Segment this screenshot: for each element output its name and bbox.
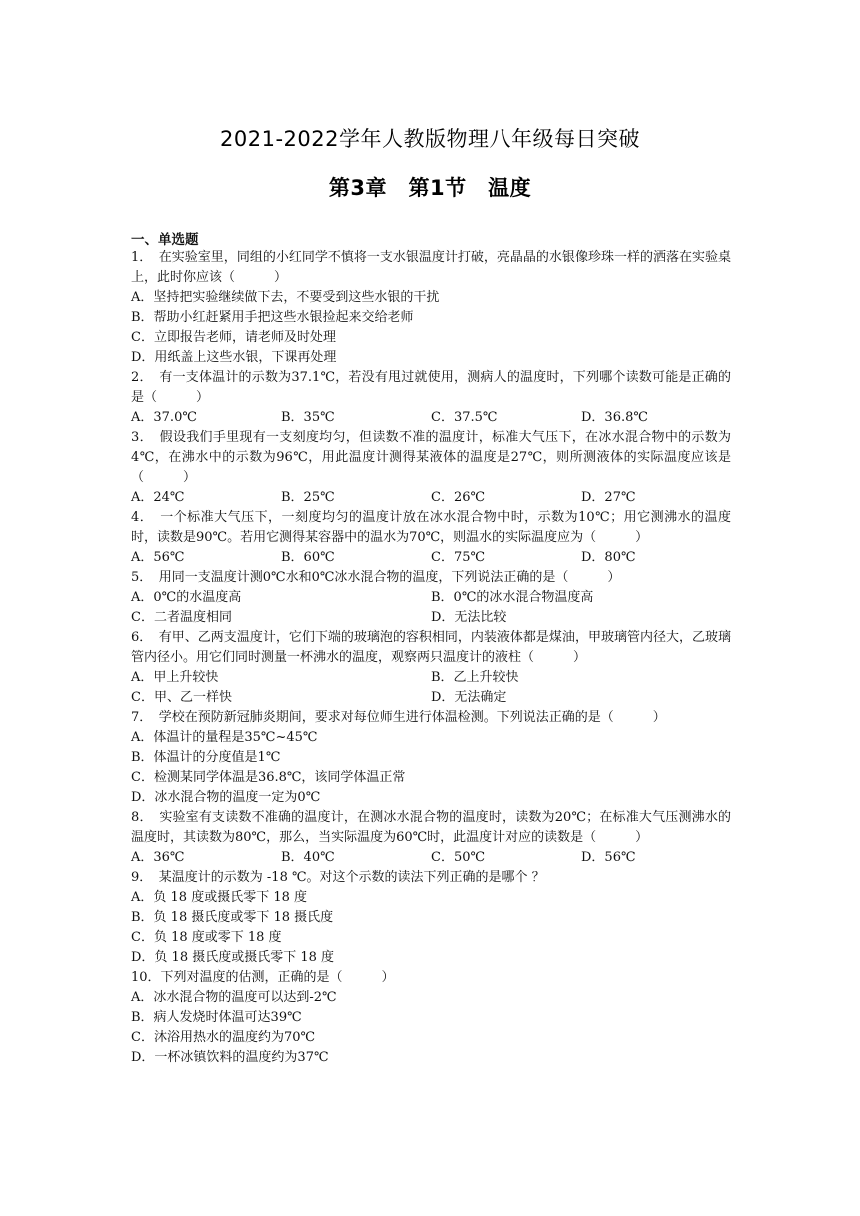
option-5d: D．无法比较 [431,610,507,625]
question-stem-3: 3． 假设我们手里现有一支刻度均匀，但读数不准的温度计，标准大气压下，在冰水混合物中的示数为4℃，在沸水中的示数为96℃，用此温度计测得某液体的温度是27℃，则所测液体的实际温度应该是（ ） [131,430,731,485]
option-3b: B．25℃ [281,490,335,505]
option-5b: B．0℃的冰水混合物温度高 [431,590,594,605]
option-3d: D．27℃ [581,490,636,505]
options-row-6b [131,688,731,708]
option-8d: D．56℃ [581,850,636,865]
option-10d: D．一杯冰镇饮料的温度约为37℃ [131,1050,329,1065]
option-4c: C．75℃ [431,550,486,565]
option-9b: B．负 18 摄氏度或零下 18 摄氏度 [131,910,334,925]
options-row-5b [131,608,731,628]
question-stem-1: 1． 在实验室里，同组的小红同学不慎将一支水银温度计打破，亮晶晶的水银像珍珠一样的洒落在实验桌上，此时你应该（ ） [131,250,731,285]
option-4d: D．80℃ [581,550,636,565]
option-5a: A．0℃的水温度高 [131,590,242,605]
option-2d: D．36.8℃ [581,410,648,425]
chapter-subtitle: 第3章 第1节 温度 [328,176,532,200]
option-4b: B．60℃ [281,550,335,565]
option-2b: B．35℃ [281,410,335,425]
question-stem-2: 2． 有一支体温计的示数为37.1℃，若没有甩过就使用，测病人的温度时，下列哪个读数可能是正确的是（ ） [131,370,731,405]
option-1c: C．立即报告老师，请老师及时处理 [131,330,336,345]
option-6a: A．甲上升较快 [131,670,219,685]
option-7b: B．体温计的分度值是1℃ [131,750,281,765]
option-5c: C．二者温度相同 [131,610,232,625]
option-1b: B．帮助小红赶紧用手把这些水银捡起来交给老师 [131,310,414,325]
options-row-3 [131,488,731,508]
option-3a: A．24℃ [131,490,185,505]
option-6c: C．甲、乙一样快 [131,690,232,705]
option-6b: B．乙上升较快 [431,670,519,685]
section-heading: 一、单选题 [131,232,199,248]
option-10b: B．病人发烧时体温可达39℃ [131,1010,302,1025]
option-8a: A．36℃ [131,850,185,865]
options-row-5a [131,588,731,608]
question-stem-8: 8． 实验室有支读数不准确的温度计，在测冰水混合物的温度时，读数为20℃；在标准大气压测沸水的温度时，其读数为80℃，那么，当实际温度为60℃时，此温度计对应的读数是（ ） [131,810,731,845]
option-7d: D．冰水混合物的温度一定为0℃ [131,790,321,805]
options-row-8 [131,848,731,868]
option-10c: C．沐浴用热水的温度约为70℃ [131,1030,316,1045]
option-10a: A．冰水混合物的温度可以达到-2℃ [131,990,337,1005]
option-9d: D．负 18 摄氏度或摄氏零下 18 度 [131,950,335,965]
option-6d: D．无法确定 [431,690,507,705]
option-8b: B．40℃ [281,850,335,865]
option-8c: C．50℃ [431,850,486,865]
option-7c: C．检测某同学体温是36.8℃，该同学体温正常 [131,770,406,785]
options-row-6a [131,668,731,688]
options-row-4 [131,548,731,568]
question-stem-9: 9． 某温度计的示数为 -18 ℃。对这个示数的读法下列正确的是哪个 ？ [131,870,545,885]
document-title: 2021-2022学年人教版物理八年级每日突破 [220,127,640,151]
option-2c: C．37.5℃ [431,410,498,425]
question-stem-5: 5． 用同一支温度计测0℃水和0℃冰水混合物的温度，下列说法正确的是（ ） [131,570,621,585]
options-row-2 [131,408,731,428]
option-9c: C．负 18 度或零下 18 度 [131,930,282,945]
question-stem-6: 6． 有甲、乙两支温度计，它们下端的玻璃泡的容积相同，内装液体都是煤油，甲玻璃管内径大，乙玻璃管内径小。用它们同时测量一杯沸水的温度，观察两只温度计的液柱（ ） [131,630,731,665]
question-stem-4: 4． 一个标准大气压下，一刻度均匀的温度计放在冰水混合物中时，示数为10℃；用它测沸水的温度时，读数是90℃。若用它测得某容器中的温水为70℃，则温水的实际温度应为（ ） [131,510,731,545]
option-1a: A．坚持把实验继续做下去，不要受到这些水银的干扰 [131,290,440,305]
option-1d: D．用纸盖上这些水银，下课再处理 [131,350,337,365]
question-stem-10: 10．下列对温度的估测，正确的是（ ） [131,970,395,985]
option-4a: A．56℃ [131,550,185,565]
option-2a: A．37.0℃ [131,410,197,425]
option-9a: A．负 18 度或摄氏零下 18 度 [131,890,308,905]
question-stem-7: 7． 学校在预防新冠肺炎期间，要求对每位师生进行体温检测。下列说法正确的是（ ） [131,710,666,725]
option-7a: A．体温计的量程是35℃~45℃ [131,730,318,745]
option-3c: C．26℃ [431,490,486,505]
question-list [131,248,731,1068]
